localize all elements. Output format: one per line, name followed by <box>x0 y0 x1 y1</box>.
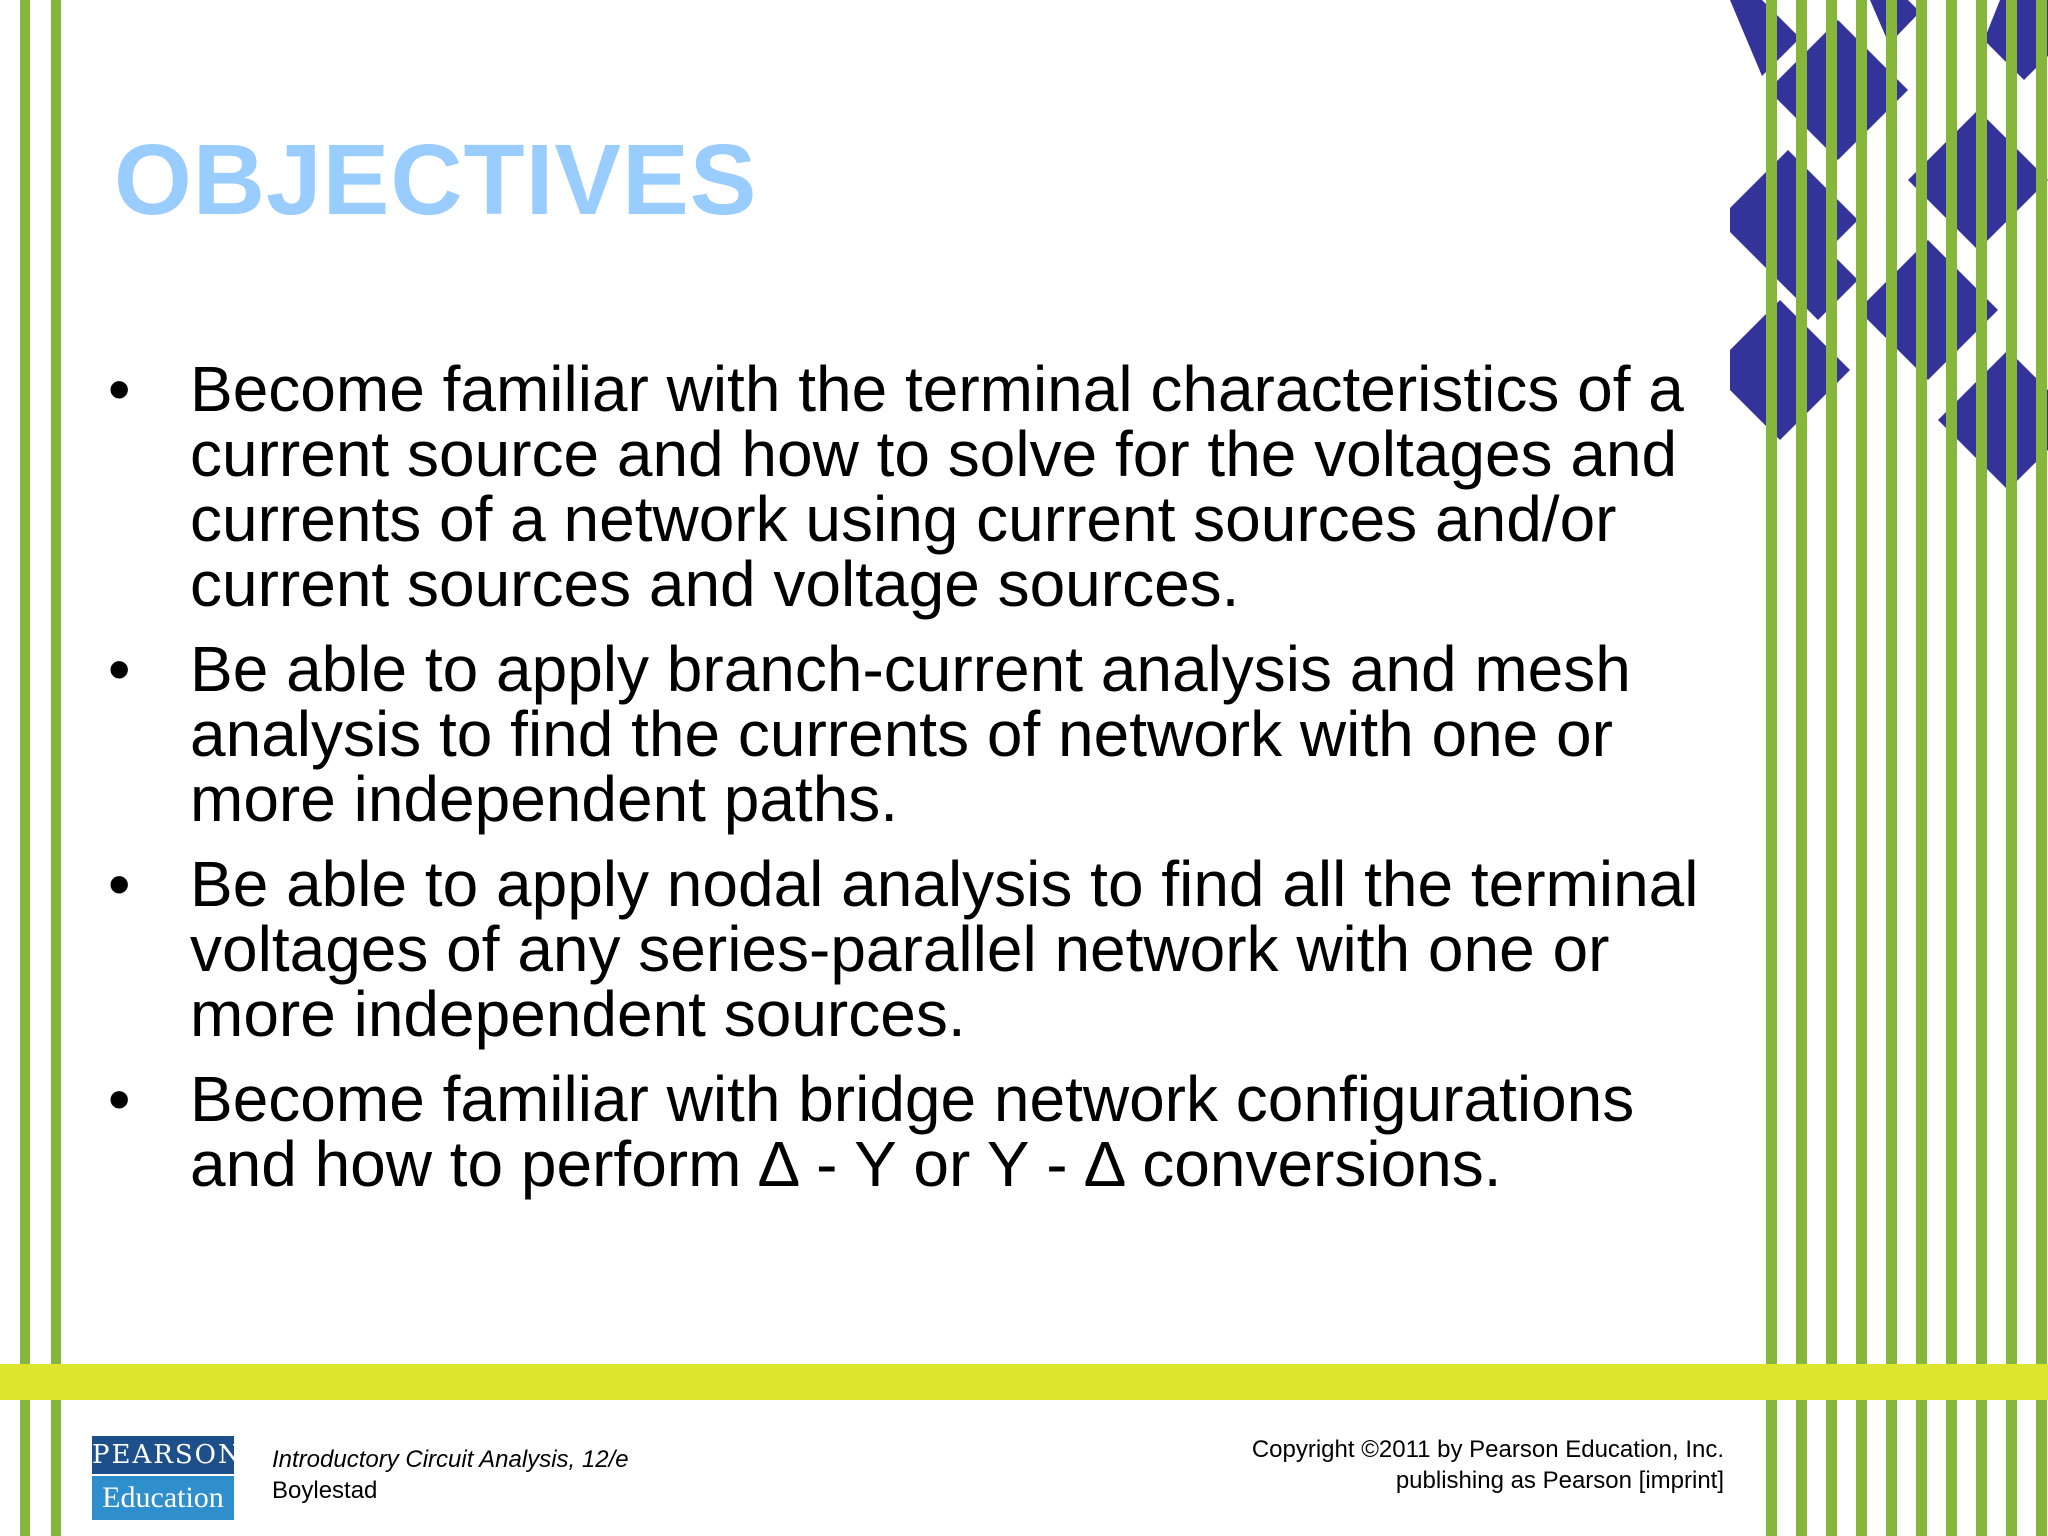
left-stripe <box>51 0 61 1536</box>
book-title: Introductory Circuit Analysis, 12/e <box>272 1446 629 1473</box>
copyright-line: publishing as Pearson [imprint] <box>1395 1467 1724 1494</box>
logo-pearson-text: PEARSON <box>92 1436 234 1474</box>
right-stripe <box>1886 0 1897 1536</box>
right-stripe <box>2036 0 2047 1536</box>
objective-item <box>108 633 1728 835</box>
right-stripe <box>1796 0 1807 1536</box>
right-stripe <box>1916 0 1927 1536</box>
right-stripe <box>1976 0 1987 1536</box>
objective-text: Be able to apply branch-current analysis and mesh analysis to find the currents of network with one or more independent paths. <box>190 633 1631 835</box>
right-stripe <box>1946 0 1957 1536</box>
footer-band <box>0 1364 2048 1400</box>
bullet-icon: • <box>108 633 131 705</box>
slide-title: OBJECTIVES <box>114 124 758 236</box>
decorative-pattern <box>1730 0 2048 1536</box>
objective-item <box>108 848 1728 1050</box>
right-stripe <box>1766 0 1777 1536</box>
decor-diamond <box>1730 0 1800 76</box>
objective-text: Become familiar with the terminal characteristics of a current source and how to solve for the voltages and currents of a network using current sources and/or current sources and voltage sources. <box>190 353 1684 620</box>
objective-text: Be able to apply nodal analysis to find all the terminal voltages of any series-parallel network with one or more independent sources. <box>190 848 1699 1050</box>
right-stripe <box>2006 0 2017 1536</box>
footer-book-info <box>272 1444 629 1506</box>
objective-text: Become familiar with bridge network configurations and how to perform ∆ - Y or Y - ∆ conversions. <box>190 1063 1635 1200</box>
book-author: Boylestad <box>272 1477 378 1504</box>
copyright-line: Copyright ©2011 by Pearson Education, Inc. <box>1251 1436 1724 1463</box>
right-stripe <box>1856 0 1867 1536</box>
objectives-list <box>108 353 1728 1217</box>
bullet-icon: • <box>108 353 131 425</box>
objective-item <box>108 1063 1728 1200</box>
logo-education-text: Education <box>92 1476 234 1520</box>
bullet-icon: • <box>108 1063 131 1135</box>
objective-item <box>108 353 1728 620</box>
pearson-logo <box>92 1436 243 1520</box>
left-stripe <box>20 0 30 1536</box>
right-stripe <box>1826 0 1837 1536</box>
bullet-icon: • <box>108 848 131 920</box>
copyright-notice <box>1252 1434 1724 1496</box>
